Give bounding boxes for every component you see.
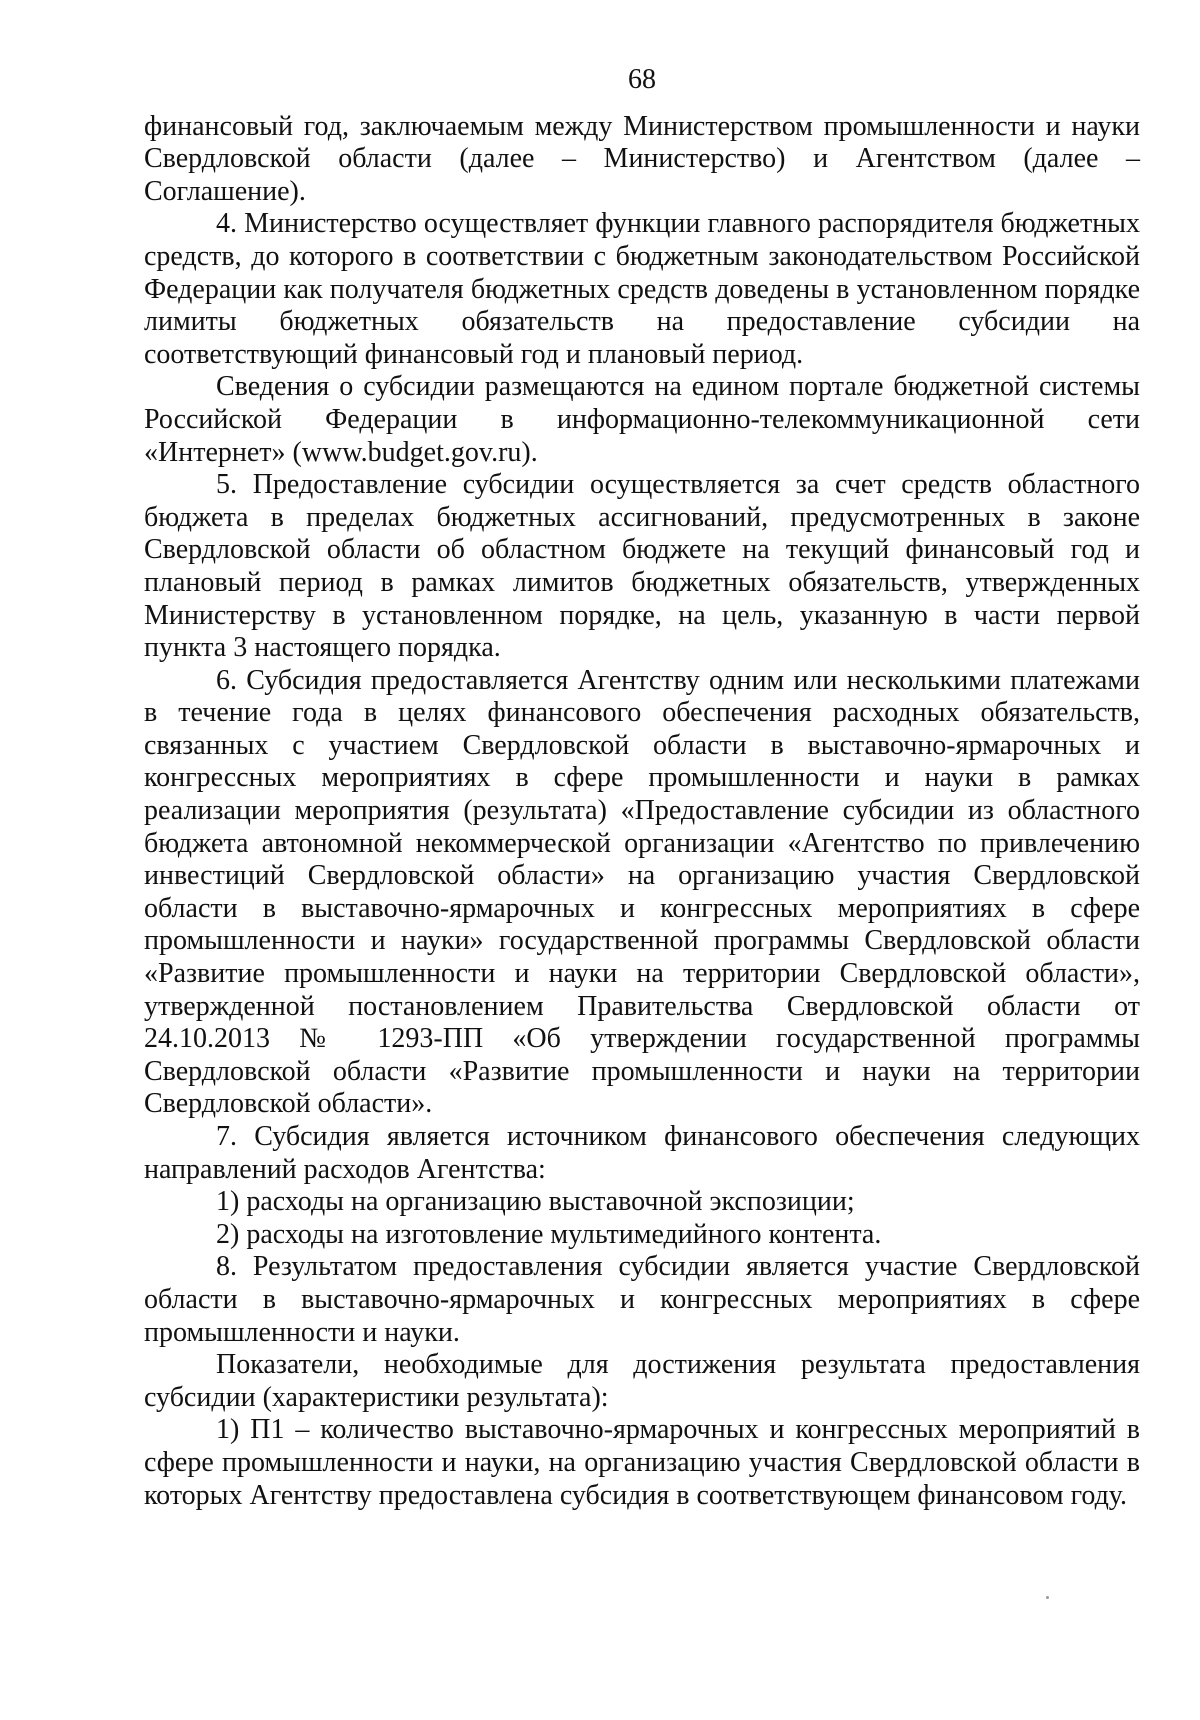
paragraph-indicators: Показатели, необходимые для достижения результата предоставления субсидии (характеристики результата): xyxy=(144,1349,1140,1413)
paragraph-item-7-1: 1) расходы на организацию выставочной экспозиции; xyxy=(216,1186,855,1218)
paragraph-item-4: 4. Министерство осуществляет функции главного распорядителя бюджетных средств, до которого в соответствии с бюджетным законодательством Российской Федерации как получателя бюджетных средств доведены в установленном порядке лимиты бюджетных обязательств на предоставление субсидии на соответствующий финансовый год и плановый период. xyxy=(144,208,1140,370)
paragraph-item-8: 8. Результатом предоставления субсидии является участие Свердловской области в выставочно-ярмарочных и конгрессных мероприятиях в сфере промышленности и науки. xyxy=(144,1251,1140,1348)
paragraph-indicator-p1: 1) П1 – количество выставочно-ярмарочных и конгрессных мероприятий в сфере промышленности и науки, на организацию участия Свердловской области в которых Агентству предоставлена субсидия в соответствующем финансовом году. xyxy=(144,1414,1140,1511)
page-number: 68 xyxy=(628,64,656,95)
paragraph-portal-info: Сведения о субсидии размещаются на едином портале бюджетной системы Российской Федерации в информационно-телекоммуникационной сети «Интернет» (www.budget.gov.ru). xyxy=(144,371,1140,468)
paragraph-soglashenie: финансовый год, заключаемым между Министерством промышленности и науки Свердловской области (далее – Министерство) и Агентством (далее – Соглашение). xyxy=(144,110,1140,207)
paragraph-item-6: 6. Субсидия предоставляется Агентству одним или несколькими платежами в течение года в целях финансового обеспечения расходных обязательств, связанных с участием Свердловской области в выставочно-ярмарочных и конгрессных мероприятиях в сфере промышленности и науки в рамках реализации мероприятия (результата) «Предоставление субсидии из областного бюджета автономной некоммерческой организации «Агентство по привлечению инвестиций Свердловской области» на организацию участия Свердловской области в выставочно-ярмарочных и конгрессных мероприятиях в сфере промышленности и науки» государственной программы Свердловской области «Развитие промышленности и науки на территории Свердловской области», утвержденной постановлением Правительства Свердловской области от 24.10.2013 № 1293-ПП «Об утверждении государственной программы Свердловской области «Развитие промышленности и науки на территории Свердловской области». xyxy=(144,664,1140,1120)
paragraph-item-7-2: 2) расходы на изготовление мультимедийного контента. xyxy=(216,1218,882,1250)
paragraph-item-7: 7. Субсидия является источником финансового обеспечения следующих направлений расходов Агентства: xyxy=(144,1121,1140,1185)
scan-artifact-dot xyxy=(1046,1596,1049,1599)
paragraph-item-5: 5. Предоставление субсидии осуществляется за счет средств областного бюджета в пределах бюджетных ассигнований, предусмотренных в законе Свердловской области об областном бюджете на текущий финансовый год и плановый период в рамках лимитов бюджетных обязательств, утвержденных Министерству в установленном порядке, на цель, указанную в части первой пункта 3 настоящего порядка. xyxy=(144,469,1140,664)
